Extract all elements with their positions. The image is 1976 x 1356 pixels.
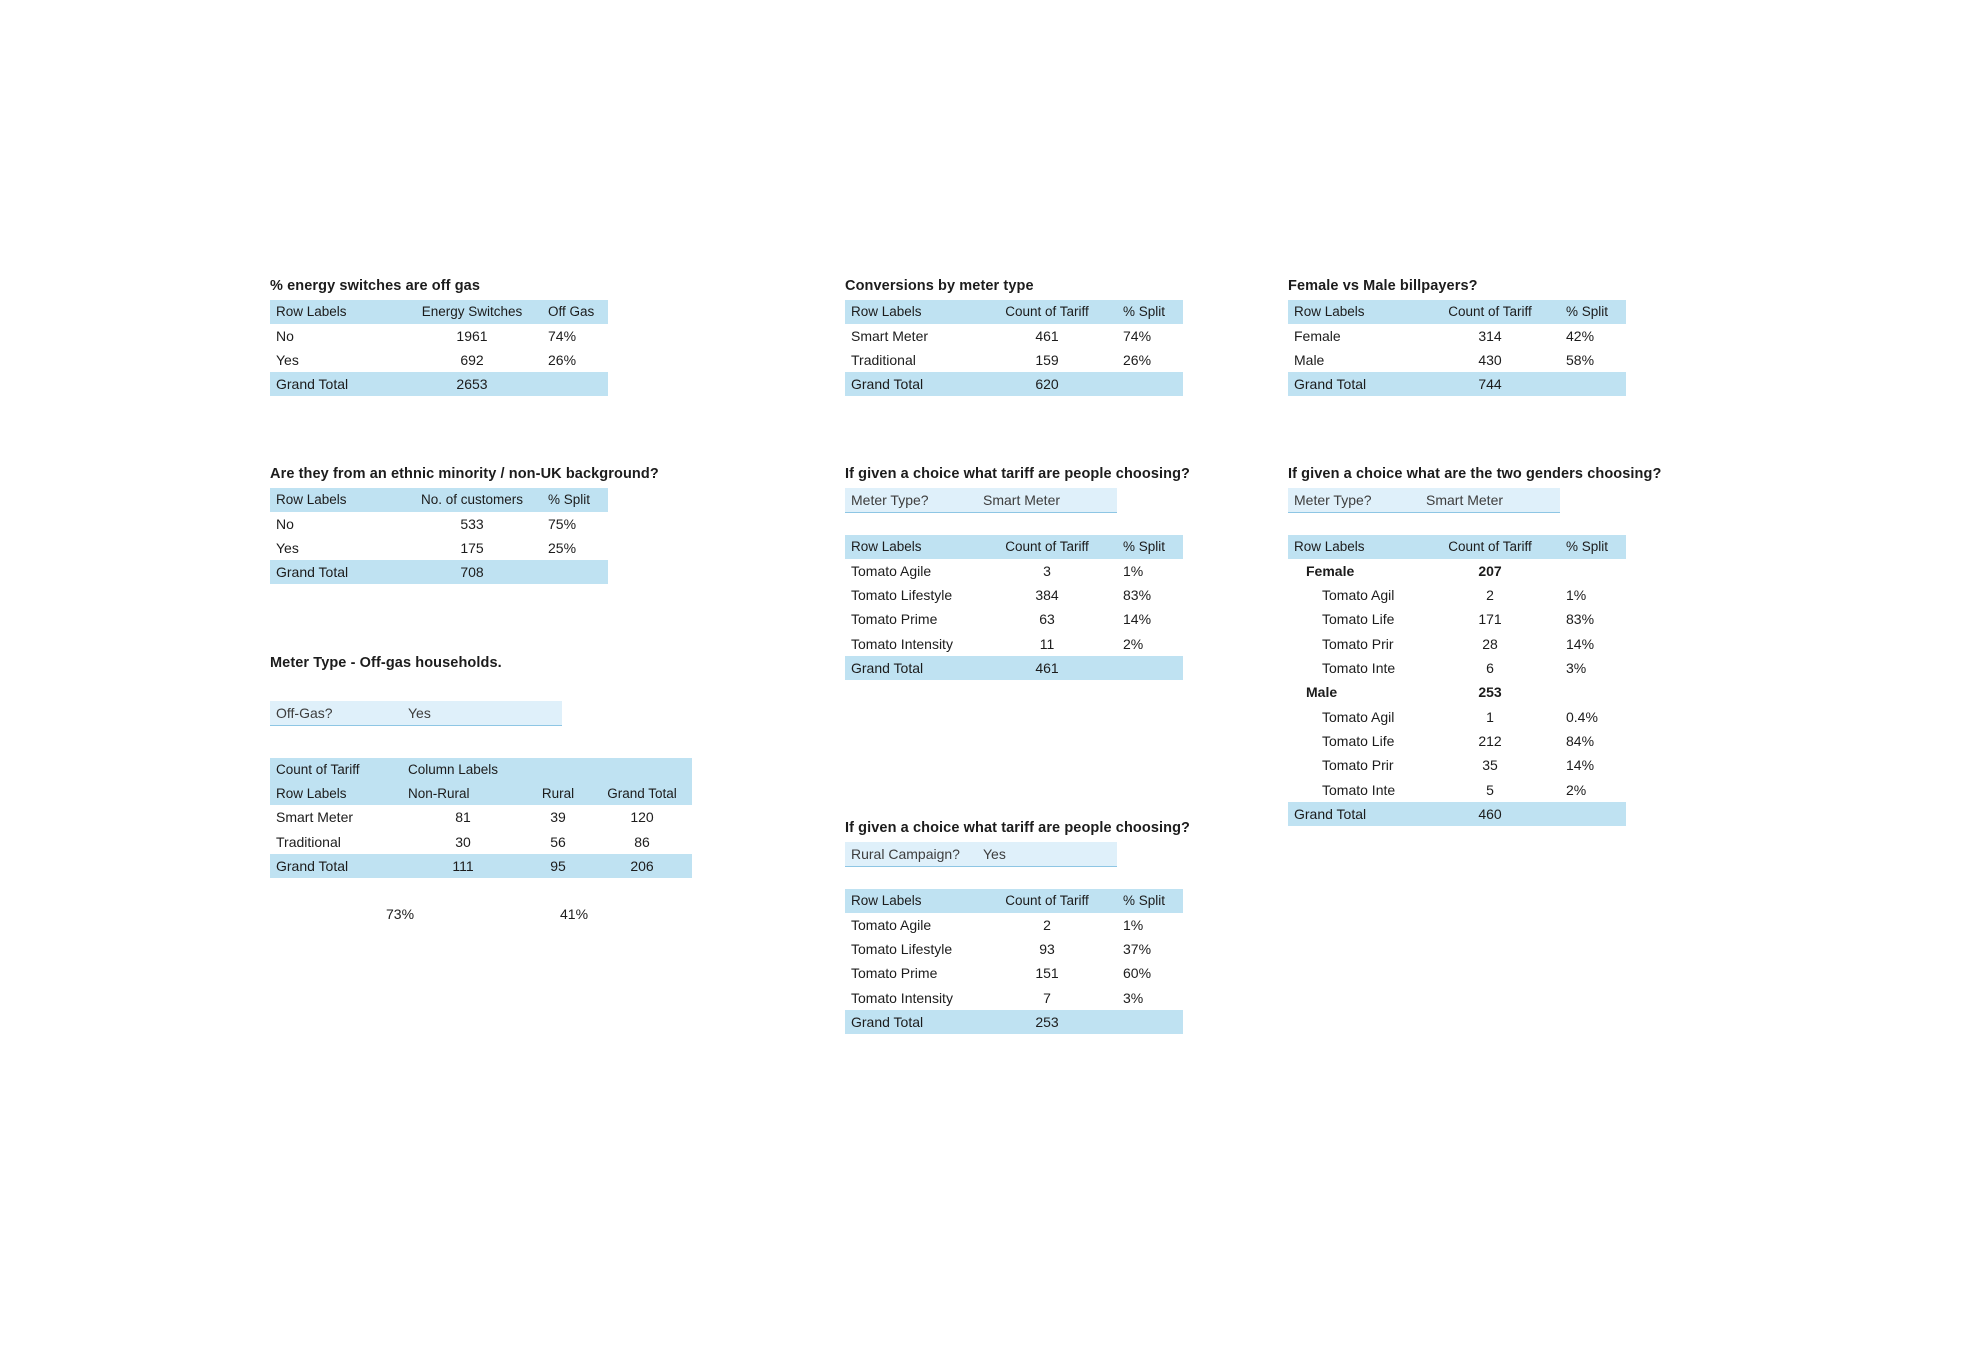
row-value-pct: 74% <box>548 327 577 344</box>
row-value-count: 212 <box>1478 732 1502 749</box>
row-value-pct: 1% <box>1123 916 1144 933</box>
col-header-column-labels[interactable]: Column Labels <box>402 758 692 782</box>
col-header-row-labels[interactable]: Row Labels <box>1288 300 1420 324</box>
pivot-table[interactable] <box>1288 535 1626 826</box>
grand-total-row <box>1288 372 1626 396</box>
row-value-pct: 83% <box>1566 611 1595 628</box>
row-value-count: 93 <box>1039 941 1055 958</box>
col-header-row-labels[interactable]: Row Labels <box>270 782 402 806</box>
pivot-block-tariff-choice-rural <box>845 820 1190 1034</box>
col-header-count-of-tariff[interactable]: Count of Tariff <box>1420 535 1560 559</box>
row-label: Smart Meter <box>276 809 354 826</box>
row-value-count: 63 <box>1039 611 1055 628</box>
col-header-row-labels[interactable]: Row Labels <box>270 488 402 512</box>
row-value-pct: 2% <box>1123 635 1144 652</box>
filter-row[interactable] <box>845 488 1117 513</box>
block-title: Meter Type - Off-gas households. <box>270 655 502 671</box>
filter-value-off-gas[interactable]: Yes <box>402 701 562 726</box>
table-row <box>1288 753 1626 777</box>
row-value-count: 430 <box>1478 351 1502 368</box>
row-label: Tomato Lifestyle <box>851 941 953 958</box>
row-label: Tomato Life <box>1322 611 1395 628</box>
row-label: No <box>276 515 294 532</box>
grand-total-row <box>845 372 1183 396</box>
row-label: Male <box>1306 684 1338 701</box>
row-value-pct: 75% <box>548 515 577 532</box>
pivot-block-genders-choosing <box>1288 466 1661 826</box>
grand-total-pct <box>542 560 608 584</box>
col-header-count-of-tariff[interactable]: Count of Tariff <box>977 535 1117 559</box>
row-label: Tomato Prir <box>1322 757 1394 774</box>
col-header-count-of-tariff[interactable]: Count of Tariff <box>977 300 1117 324</box>
filter-value-meter-type[interactable]: Smart Meter <box>1420 488 1560 513</box>
grand-total-row <box>845 1010 1183 1034</box>
block-title: If given a choice what are the two genders choosing? <box>1288 466 1662 482</box>
filter-label-rural-campaign: Rural Campaign? <box>845 842 977 867</box>
row-value-count: 159 <box>1035 351 1059 368</box>
grand-total-pct <box>542 372 608 396</box>
row-label: Tomato Prime <box>851 611 938 628</box>
row-value-count: 253 <box>1478 684 1502 701</box>
row-label: Tomato Agil <box>1322 587 1395 604</box>
row-value-count: 35 <box>1482 757 1498 774</box>
row-value-count: 314 <box>1478 327 1502 344</box>
table-row <box>845 348 1183 372</box>
row-label: Tomato Agile <box>851 562 932 579</box>
row-value-non-rural: 30 <box>455 833 471 850</box>
block-title: Are they from an ethnic minority / non-UK background? <box>270 466 659 482</box>
grand-total-label: Grand Total <box>845 1010 977 1034</box>
col-header-off-gas[interactable]: Off Gas <box>542 300 608 324</box>
row-label: Traditional <box>276 833 341 850</box>
table-row <box>1288 607 1626 631</box>
row-value-count: 1961 <box>456 327 488 344</box>
table-row <box>270 324 608 348</box>
col-header-row-labels[interactable]: Row Labels <box>270 300 402 324</box>
pivot-filter-table[interactable] <box>1288 488 1560 513</box>
row-value-pct: 14% <box>1123 611 1152 628</box>
row-value-pct: 1% <box>1123 562 1144 579</box>
pivot-table[interactable] <box>1288 300 1626 396</box>
grand-total-row <box>270 854 692 878</box>
table-row <box>270 830 692 854</box>
filter-value-rural-campaign[interactable]: Yes <box>977 842 1117 867</box>
row-value-non-rural: 81 <box>455 809 471 826</box>
table-row <box>845 607 1183 631</box>
row-value-pct <box>1560 559 1626 583</box>
filter-label-meter-type: Meter Type? <box>845 488 977 513</box>
grand-total-label: Grand Total <box>270 560 402 584</box>
grand-total-label: Grand Total <box>1288 802 1420 826</box>
row-value-count: 151 <box>1035 965 1059 982</box>
pivot-filter-table[interactable] <box>845 488 1117 513</box>
grand-total-pct <box>1117 372 1183 396</box>
row-label: Tomato Prir <box>1322 635 1394 652</box>
row-label: Smart Meter <box>851 327 929 344</box>
table-header-row <box>1288 535 1626 559</box>
table-row <box>1288 583 1626 607</box>
col-header-count-of-tariff[interactable]: Count of Tariff <box>270 758 402 782</box>
table-header-row <box>1288 300 1626 324</box>
table-row <box>845 937 1183 961</box>
row-value-rural: 56 <box>550 833 566 850</box>
row-label: Tomato Inte <box>1322 781 1396 798</box>
table-row <box>845 559 1183 583</box>
row-value-pct: 37% <box>1123 941 1152 958</box>
grand-total-count: 253 <box>977 1010 1117 1034</box>
row-value-pct: 84% <box>1566 732 1595 749</box>
row-value-count: 171 <box>1478 611 1502 628</box>
block-title: Conversions by meter type <box>845 278 1034 294</box>
row-value-count: 3 <box>1043 562 1051 579</box>
row-value-count: 6 <box>1486 660 1494 677</box>
row-value-count: 207 <box>1478 562 1502 579</box>
col-header-pct-split[interactable]: % Split <box>1117 300 1183 324</box>
row-value-pct: 42% <box>1566 327 1595 344</box>
table-row-group-male <box>1288 680 1626 704</box>
grand-total-row <box>1288 802 1626 826</box>
row-value-pct: 1% <box>1566 587 1587 604</box>
table-row <box>1288 729 1626 753</box>
row-value-count: 2 <box>1486 587 1494 604</box>
col-header-pct-split[interactable]: % Split <box>1560 300 1626 324</box>
grand-total-pct <box>1560 802 1626 826</box>
pivot-table[interactable] <box>270 300 608 396</box>
table-header-row <box>845 300 1183 324</box>
table-row <box>270 512 608 536</box>
table-header-row <box>845 889 1183 913</box>
table-row <box>845 583 1183 607</box>
row-label: Female <box>1306 562 1355 579</box>
table-row <box>1288 324 1626 348</box>
row-value-count: 28 <box>1482 635 1498 652</box>
table-row <box>845 961 1183 985</box>
pivot-filter-table[interactable] <box>270 701 562 726</box>
pivot-block-tariff-choice-smart-meter <box>845 466 1190 680</box>
col-header-pct-split[interactable]: % Split <box>542 488 608 512</box>
row-label: Tomato Agile <box>851 916 932 933</box>
row-value-pct: 74% <box>1123 327 1152 344</box>
pivot-table[interactable] <box>845 535 1183 680</box>
table-row <box>1288 632 1626 656</box>
row-value-count: 692 <box>460 351 484 368</box>
filter-label-off-gas: Off-Gas? <box>270 701 402 726</box>
table-row <box>270 536 608 560</box>
table-row <box>1288 348 1626 372</box>
row-value-count: 2 <box>1043 916 1051 933</box>
col-header-rural[interactable]: Rural <box>524 782 592 806</box>
col-header-pct-split[interactable]: % Split <box>1117 535 1183 559</box>
table-row <box>270 348 608 372</box>
row-value-pct: 14% <box>1566 757 1595 774</box>
table-row <box>845 913 1183 937</box>
grand-total-rural: 95 <box>524 854 592 878</box>
row-value-pct: 3% <box>1566 660 1587 677</box>
table-row <box>845 632 1183 656</box>
row-label: Tomato Intensity <box>851 635 953 652</box>
row-value-pct: 26% <box>548 351 577 368</box>
row-value-pct: 60% <box>1123 965 1152 982</box>
row-label: Tomato Life <box>1322 732 1395 749</box>
grand-total-count: 744 <box>1420 372 1560 396</box>
table-row <box>1288 656 1626 680</box>
col-header-count-of-tariff[interactable]: Count of Tariff <box>977 889 1117 913</box>
col-header-non-rural[interactable]: Non-Rural <box>402 782 524 806</box>
pivot-table[interactable] <box>270 488 608 584</box>
row-value-pct: 0.4% <box>1566 708 1598 725</box>
row-value-grand-total: 120 <box>630 809 654 826</box>
row-label: Male <box>1294 351 1325 368</box>
row-value-count: 533 <box>460 515 484 532</box>
grand-total-label: Grand Total <box>845 656 977 680</box>
col-header-pct-split[interactable]: % Split <box>1560 535 1626 559</box>
col-header-row-labels[interactable]: Row Labels <box>845 889 977 913</box>
grand-total-count: 2653 <box>402 372 542 396</box>
grand-total-count: 620 <box>977 372 1117 396</box>
col-header-pct-split[interactable]: % Split <box>1117 889 1183 913</box>
table-header-row-top <box>270 758 692 782</box>
row-value-count: 384 <box>1035 587 1059 604</box>
row-value-pct: 14% <box>1566 635 1595 652</box>
table-header-row <box>270 300 608 324</box>
filter-row[interactable] <box>1288 488 1560 513</box>
col-header-no-of-customers[interactable]: No. of customers <box>402 488 542 512</box>
grand-total-row <box>845 656 1183 680</box>
row-label: Traditional <box>851 351 916 368</box>
row-value-pct: 25% <box>548 539 577 556</box>
table-header-row <box>845 535 1183 559</box>
block-title: Female vs Male billpayers? <box>1288 278 1478 294</box>
row-value-count: 461 <box>1035 327 1059 344</box>
row-value-pct: 3% <box>1123 989 1144 1006</box>
pivot-block-conversions-by-meter-type <box>845 278 1183 396</box>
row-value-rural: 39 <box>550 809 566 826</box>
grand-total-grand-total: 206 <box>592 854 692 878</box>
pivot-block-female-vs-male-billpayers <box>1288 278 1626 396</box>
pivot-block-off-gas-switches <box>270 278 608 396</box>
pivot-table[interactable] <box>270 758 692 878</box>
grand-total-pct <box>1117 1010 1183 1034</box>
grand-total-non-rural: 111 <box>402 854 524 878</box>
grand-total-label: Grand Total <box>845 372 977 396</box>
table-row <box>845 324 1183 348</box>
table-row <box>270 805 692 829</box>
grand-total-label: Grand Total <box>1288 372 1420 396</box>
row-value-count: 175 <box>460 539 484 556</box>
grand-total-count: 708 <box>402 560 542 584</box>
row-label: Tomato Prime <box>851 965 938 982</box>
col-header-row-labels[interactable]: Row Labels <box>845 300 977 324</box>
filter-row[interactable] <box>845 842 1117 867</box>
grand-total-row <box>270 372 608 396</box>
grand-total-count: 460 <box>1420 802 1560 826</box>
row-label: No <box>276 327 294 344</box>
row-value-grand-total: 86 <box>634 833 650 850</box>
footnote-pct-non-rural: 73% <box>386 906 415 923</box>
grand-total-label: Grand Total <box>270 854 402 878</box>
footnote-pct-rural: 41% <box>560 906 589 923</box>
col-header-energy-switches[interactable]: Energy Switches <box>402 300 542 324</box>
row-value-pct <box>1560 680 1626 704</box>
table-row <box>1288 778 1626 802</box>
row-value-count: 7 <box>1043 989 1051 1006</box>
filter-value-meter-type[interactable]: Smart Meter <box>977 488 1117 513</box>
row-value-pct: 2% <box>1566 781 1587 798</box>
row-value-count: 5 <box>1486 781 1494 798</box>
col-header-row-labels[interactable]: Row Labels <box>1288 535 1420 559</box>
grand-total-label: Grand Total <box>270 372 402 396</box>
row-label: Tomato Agil <box>1322 708 1395 725</box>
row-label: Tomato Lifestyle <box>851 587 953 604</box>
table-header-row <box>270 488 608 512</box>
row-value-count: 11 <box>1039 635 1055 652</box>
pivot-table[interactable] <box>845 889 1183 1034</box>
row-label: Tomato Intensity <box>851 989 953 1006</box>
grand-total-pct <box>1560 372 1626 396</box>
row-label: Tomato Inte <box>1322 660 1396 677</box>
col-header-count-of-tariff[interactable]: Count of Tariff <box>1420 300 1560 324</box>
block-title: If given a choice what tariff are people choosing? <box>845 466 1191 482</box>
grand-total-row <box>270 560 608 584</box>
filter-row[interactable] <box>270 701 562 726</box>
row-value-pct: 83% <box>1123 587 1152 604</box>
pivot-table[interactable] <box>845 300 1183 396</box>
row-value-count: 1 <box>1486 708 1494 725</box>
row-label: Yes <box>276 539 299 556</box>
pivot-block-ethnic-minority <box>270 466 659 584</box>
filter-label-meter-type: Meter Type? <box>1288 488 1420 513</box>
row-label: Yes <box>276 351 299 368</box>
block-title: % energy switches are off gas <box>270 278 481 294</box>
table-row <box>1288 705 1626 729</box>
col-header-grand-total[interactable]: Grand Total <box>592 782 692 806</box>
row-label: Female <box>1294 327 1341 344</box>
row-value-pct: 58% <box>1566 351 1595 368</box>
pivot-block-meter-type-off-gas <box>270 655 692 924</box>
table-row <box>845 986 1183 1010</box>
table-header-row <box>270 782 692 806</box>
col-header-row-labels[interactable]: Row Labels <box>845 535 977 559</box>
grand-total-count: 461 <box>977 656 1117 680</box>
pivot-filter-table[interactable] <box>845 842 1117 867</box>
block-title: If given a choice what tariff are people choosing? <box>845 820 1191 836</box>
grand-total-pct <box>1117 656 1183 680</box>
table-row-group-female <box>1288 559 1626 583</box>
row-value-pct: 26% <box>1123 351 1152 368</box>
